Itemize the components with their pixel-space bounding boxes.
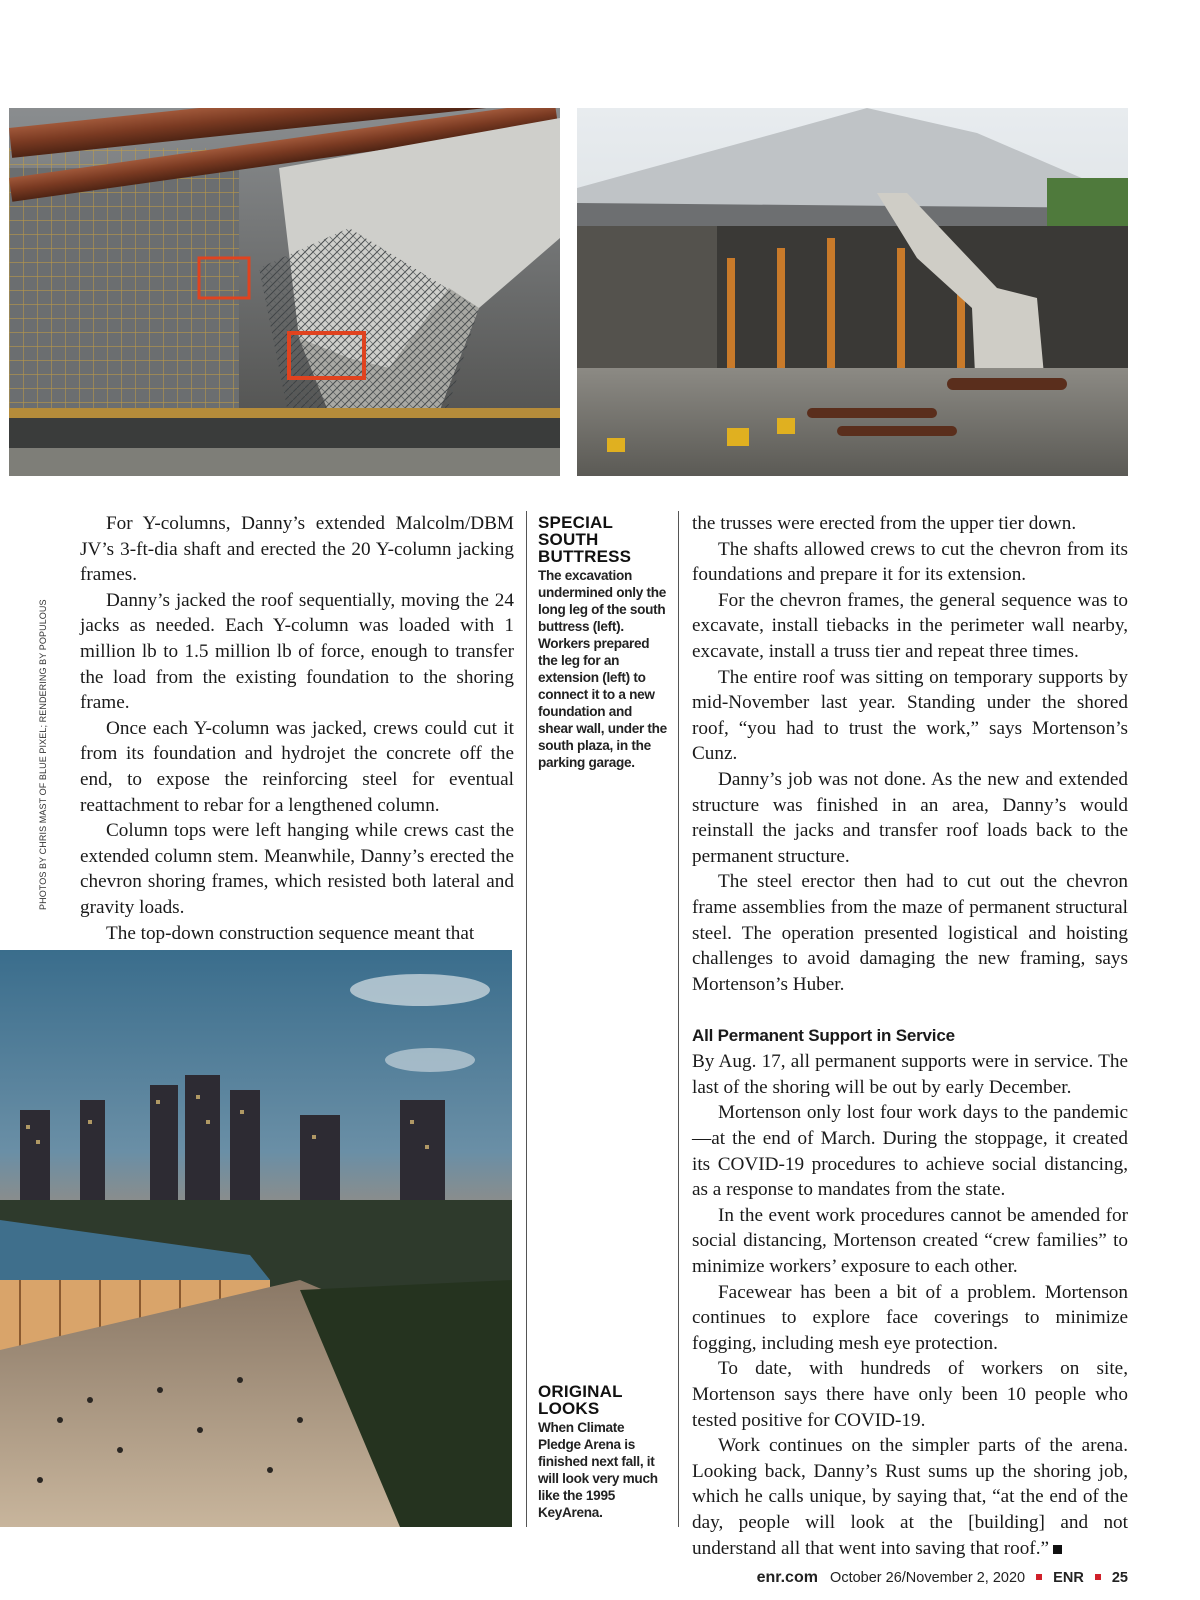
folio-date: October 26/November 2, 2020 bbox=[830, 1570, 1026, 1586]
photo-y-column-shoring bbox=[9, 108, 560, 476]
caption-original-looks bbox=[538, 1383, 668, 1521]
paragraph: The steel erector then had to cut out the chevron frame assemblies from the maze of permanent structural steel. The operation presented logistical and hoisting challenges to avoid damaging the new framing, says Mortenson’s Huber. bbox=[692, 871, 1128, 995]
caption-body: The excavation undermined only the long leg of the south buttress (left). Workers prepared the leg for an extension (left) to connect it to a new foundation and shear wall, under the south plaza, in the parking garage. bbox=[538, 568, 667, 770]
folio-site: enr.com bbox=[756, 1569, 818, 1586]
photo-south-buttress bbox=[577, 108, 1128, 476]
paragraph: To date, with hundreds of workers on site, Mortenson says there have only been 10 people who tested positive for COVID-19. bbox=[692, 1358, 1128, 1431]
paragraph-final-text: Work continues on the simpler parts of the arena. Looking back, Danny’s Rust sums up the shoring job, which he calls unique, by saying that, “at the end of the day, people will look at the [building] and not understand all that went into saving that roof.” bbox=[692, 1435, 1128, 1559]
paragraph: For Y-columns, Danny’s extended Malcolm/DBM JV’s 3-ft-dia shaft and erected the 20 Y-column jacking frames. bbox=[80, 513, 514, 586]
column-divider bbox=[678, 511, 679, 1527]
article-left-column bbox=[80, 511, 514, 946]
caption-special-south-buttress bbox=[538, 514, 668, 771]
caption-body: When Climate Pledge Arena is finished next fall, it will look very much like the 1995 KeyArena. bbox=[538, 1420, 658, 1520]
paragraph: Once each Y-column was jacked, crews could cut it from its foundation and hydrojet the concrete off the end, to expose the reinforcing steel for eventual reattachment to rebar for a lengthened column. bbox=[80, 717, 514, 816]
paragraph: The shafts allowed crews to cut the chevron from its foundations and prepare it for its extension. bbox=[692, 538, 1128, 586]
paragraph: Column tops were left hanging while crews cast the extended column stem. Meanwhile, Danny’s erected the chevron shoring frames, which resisted both lateral and gravity loads. bbox=[80, 820, 514, 918]
paragraph: the trusses were erected from the upper tier down. bbox=[692, 513, 1077, 534]
paragraph: The entire roof was sitting on temporary supports by mid-November last year. Standing under the shored roof, “you had to trust the work,” says Mortenson’s Cunz. bbox=[692, 666, 1128, 765]
paragraph: Facewear has been a bit of a problem. Mortenson continues to explore face coverings to minimize fogging, including mesh eye protection. bbox=[692, 1281, 1128, 1354]
column-divider bbox=[526, 511, 527, 1527]
page-folio bbox=[757, 1569, 1128, 1587]
caption-title: SPECIAL SOUTH BUTTRESS bbox=[538, 513, 632, 566]
paragraph: Danny’s job was not done. As the new and extended structure was finished in an area, Danny’s would reinstall the jacks and transfer roof loads back to the permanent structure. bbox=[692, 768, 1128, 867]
paragraph: The top-down construction sequence meant that bbox=[106, 922, 475, 944]
paragraph: Danny’s jacked the roof sequentially, moving the 24 jacks as needed. Each Y-column was loaded with 1 million lb to 1.5 million lb of force, enough to transfer the load from the existing foundation to the shoring frame. bbox=[80, 589, 514, 714]
rendering-climate-pledge-arena-image bbox=[0, 950, 512, 1527]
paragraph-final bbox=[692, 1433, 1128, 1561]
end-mark-icon bbox=[1053, 1545, 1062, 1554]
folio-page-number: 25 bbox=[1111, 1570, 1128, 1586]
section-subhead: All Permanent Support in Service bbox=[692, 1026, 955, 1046]
paragraph: In the event work procedures cannot be amended for social distancing, Mortenson created “crew families” to minimize workers’ exposure to each other. bbox=[692, 1204, 1128, 1278]
red-square-icon bbox=[1095, 1574, 1101, 1580]
folio-magazine: ENR bbox=[1053, 1570, 1084, 1586]
photo-credit: PHOTOS BY CHRIS MAST OF BLUE PIXEL; RENDERING BY POPULOUS bbox=[38, 599, 48, 910]
rendering-climate-pledge-arena bbox=[0, 950, 512, 1527]
caption-title: ORIGINAL LOOKS bbox=[538, 1382, 623, 1418]
paragraph: By Aug. 17, all permanent supports were in service. The last of the shoring will be out by early December. bbox=[692, 1051, 1128, 1098]
paragraph: Mortenson only lost four work days to the pandemic—at the end of March. During the stoppage, it created its COVID-19 procedures to achieve social distancing, as a response to mandates from the state. bbox=[692, 1102, 1128, 1201]
paragraph: For the chevron frames, the general sequence was to excavate, install tiebacks in the perimeter wall nearby, excavate, install a truss tier and repeat three times. bbox=[692, 589, 1128, 662]
red-square-icon bbox=[1036, 1574, 1042, 1580]
photo-south-buttress-image bbox=[577, 108, 1128, 476]
photo-y-column-shoring-image bbox=[9, 108, 560, 476]
article-right-column bbox=[692, 511, 1128, 1561]
